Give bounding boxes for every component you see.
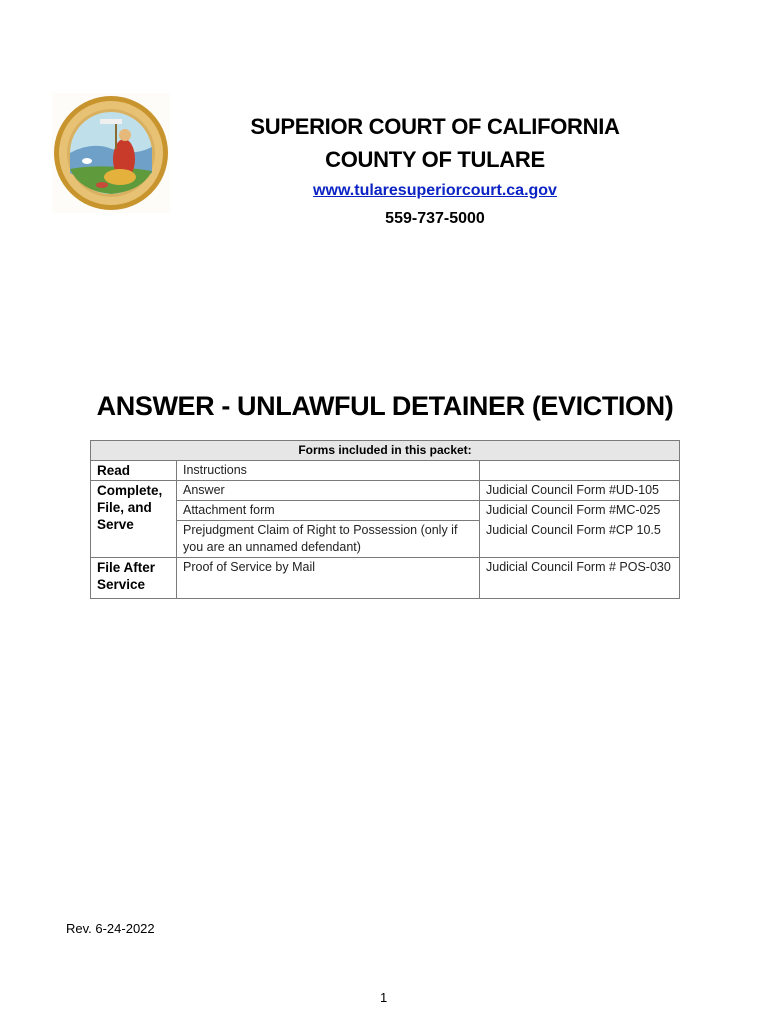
category-complete-file-serve: Complete, File, and Serve [91,481,177,558]
california-seal-logo [52,93,170,213]
court-phone: 559-737-5000 [385,210,485,227]
revision-date: Rev. 6-24-2022 [66,921,155,936]
form-number: Judicial Council Form #MC-025 [480,501,680,521]
california-seal-icon [52,93,170,213]
category-file-after-service: File After Service [91,558,177,599]
table-row [91,481,680,501]
form-name: Answer [177,481,480,501]
court-name: SUPERIOR COURT OF CALIFORNIA [250,114,620,139]
page-number: 1 [380,990,388,1005]
form-number: Judicial Council Form #CP 10.5 [480,521,680,558]
form-number: Judicial Council Form #UD-105 [480,481,680,501]
court-website-link[interactable]: www.tularesuperiorcourt.ca.gov [313,182,557,199]
form-number: Judicial Council Form # POS-030 [480,558,680,599]
table-row [91,521,680,558]
county-name: COUNTY OF TULARE [325,147,545,172]
form-number [480,461,680,481]
form-name: Instructions [177,461,480,481]
table-row [91,558,680,599]
table-row [91,501,680,521]
form-name: Proof of Service by Mail [177,558,480,599]
table-row [91,461,680,481]
form-name: Attachment form [177,501,480,521]
forms-table-caption: Forms included in this packet: [91,441,680,461]
form-name: Prejudgment Claim of Right to Possession (only if you are an unnamed defendant) [177,521,480,558]
category-read: Read [91,461,177,481]
forms-table [90,440,680,599]
document-title: ANSWER - UNLAWFUL DETAINER (EVICTION) [96,391,674,421]
